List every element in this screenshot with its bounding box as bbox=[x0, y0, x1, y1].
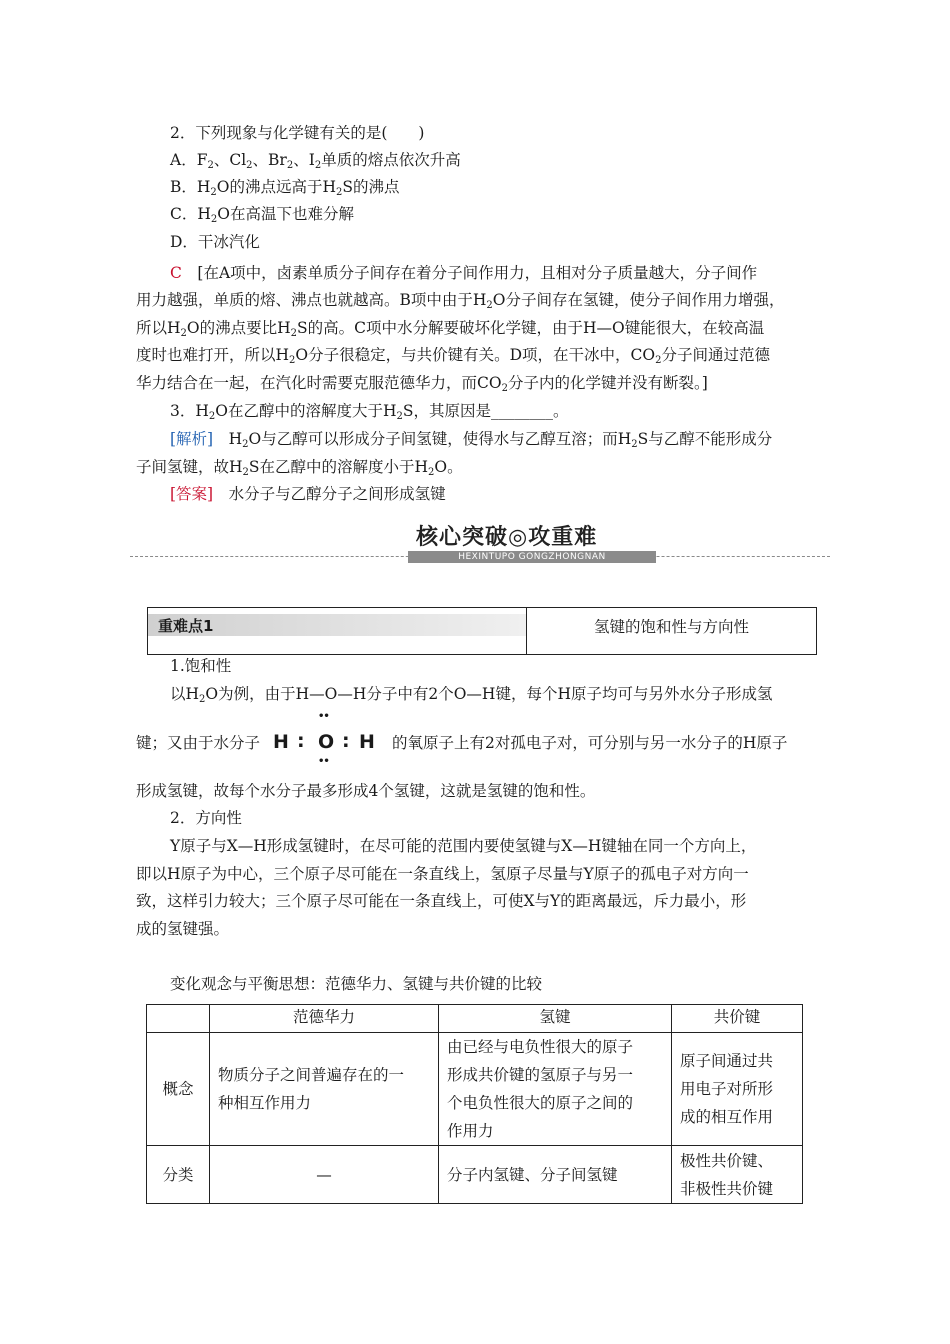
q2-answer-letter: C bbox=[170, 264, 182, 282]
table-cell: 由已经与电负性很大的原子 形成共价键的氢原子与另一 个电负性很大的原子之间的 作用力 bbox=[439, 1033, 672, 1146]
section2-heading: 2．方向性 bbox=[170, 809, 242, 827]
q3-analysis-line1: [解析] $H_2O$与乙醇可以形成分子间氢键，使得水与乙醇互溶；而$H_2S$与乙醇不能形成分 bbox=[170, 430, 773, 450]
q2-option-a: A．$F_2$、$Cl_2$、$Br_2$、$I_2$单质的熔点依次升高 bbox=[170, 151, 461, 171]
section2-line1: Y原子与X—H形成氢键时，在尽可能的范围内要使氢键与X—H键轴在同一个方向上， bbox=[170, 837, 757, 855]
table-cell: — bbox=[210, 1146, 439, 1204]
section1-line3: 形成氢键，故每个水分子最多形成4个氢键，这就是氢键的饱和性。 bbox=[136, 782, 596, 800]
keypoint-box bbox=[147, 607, 817, 655]
row-label: 分类 bbox=[147, 1146, 210, 1204]
keypoint-title: 氢键的饱和性与方向性 bbox=[593, 618, 749, 636]
analysis-tag: [解析] bbox=[170, 430, 214, 448]
section-banner bbox=[130, 520, 830, 572]
q2-explanation-line2: 用力越强，单质的熔、沸点也就越高。B项中由于$H_2O$分子间存在氢键，使分子间作用力增强， bbox=[136, 291, 785, 311]
table-row bbox=[147, 1033, 803, 1146]
table-cell: 原子间通过共 用电子对所形 成的相互作用 bbox=[672, 1033, 803, 1146]
q2-option-d: D．干冰汽化 bbox=[170, 233, 260, 251]
q2-explanation-line1: C [在A项中，卤素单质分子间存在着分子间作用力，且相对分子质量越大，分子间作 bbox=[170, 264, 758, 282]
q3-analysis-line2: 子间氢键，故$H_2S$在乙醇中的溶解度小于$H_2O$。 bbox=[136, 458, 463, 478]
table-header-row bbox=[147, 1005, 803, 1033]
table-row bbox=[147, 1146, 803, 1204]
q2-stem: 2．下列现象与化学键有关的是( ) bbox=[170, 124, 425, 142]
q2-explanation-line3: 所以$H_2O$的沸点要比$H_2S$的高。C项中水分解要破坏化学键，由于H—O键能很大，在较高温 bbox=[136, 319, 765, 339]
banner-title: 核心突破◎攻重难 bbox=[410, 520, 603, 551]
q3-answer: [答案] 水分子与乙醇分子之间形成氢键 bbox=[170, 485, 446, 503]
q2-explanation-line4: 度时也难打开，所以$H_2O$分子很稳定，与共价键有关。D项，在干冰中，$CO_2$分子间通过范德 bbox=[136, 346, 770, 366]
section1-line1: 以$H_2O$为例，由于H—O—H分子中有2个O—H键，每个H原子均可与另外水分子形成氢 bbox=[170, 685, 773, 705]
keypoint-tag: 重难点1 bbox=[148, 614, 526, 636]
table-cell: 分子内氢键、分子间氢键 bbox=[439, 1146, 672, 1204]
table-header-cell: 氢键 bbox=[439, 1005, 672, 1033]
table-header-cell: 范德华力 bbox=[210, 1005, 439, 1033]
table-cell: 极性共价键、 非极性共价键 bbox=[672, 1146, 803, 1204]
answer-tag: [答案] bbox=[170, 485, 214, 503]
section1-heading: 1.饱和性 bbox=[170, 657, 232, 675]
table-header-cell bbox=[147, 1005, 210, 1033]
row-label: 概念 bbox=[147, 1033, 210, 1146]
q3-stem: 3．$H_2O$在乙醇中的溶解度大于$H_2S$，其原因是________。 bbox=[170, 402, 569, 422]
section1-line2: 键；又由于水分子 的氧原子上有2对孤电子对，可分别与另一水分子的H原子 bbox=[136, 734, 788, 752]
q2-option-b: B．$H_2O$的沸点远高于$H_2S$的沸点 bbox=[170, 178, 400, 198]
section2-line4: 成的氢键强。 bbox=[136, 920, 230, 938]
q2-option-c: C．$H_2O$在高温下也难分解 bbox=[170, 205, 354, 225]
comparison-table bbox=[146, 1004, 803, 1204]
banner-subtitle: HEXINTUPO GONGZHONGNAN bbox=[408, 551, 656, 563]
table-caption: 变化观念与平衡思想：范德华力、氢键与共价键的比较 bbox=[170, 975, 543, 993]
q2-explanation-line5: 华力结合在一起，在汽化时需要克服范德华力，而$CO_2$分子内的化学键并没有断裂。] bbox=[136, 374, 708, 394]
table-cell: 物质分子之间普遍存在的一 种相互作用力 bbox=[210, 1033, 439, 1146]
section2-line2: 即以H原子为中心，三个原子尽可能在一条直线上，氢原子尽量与Y原子的孤电子对方向一 bbox=[136, 865, 749, 883]
section2-line3: 致，这样引力较大；三个原子尽可能在一条直线上，可使X与Y的距离最远，斥力最小，形 bbox=[136, 892, 747, 910]
table-header-cell: 共价键 bbox=[672, 1005, 803, 1033]
